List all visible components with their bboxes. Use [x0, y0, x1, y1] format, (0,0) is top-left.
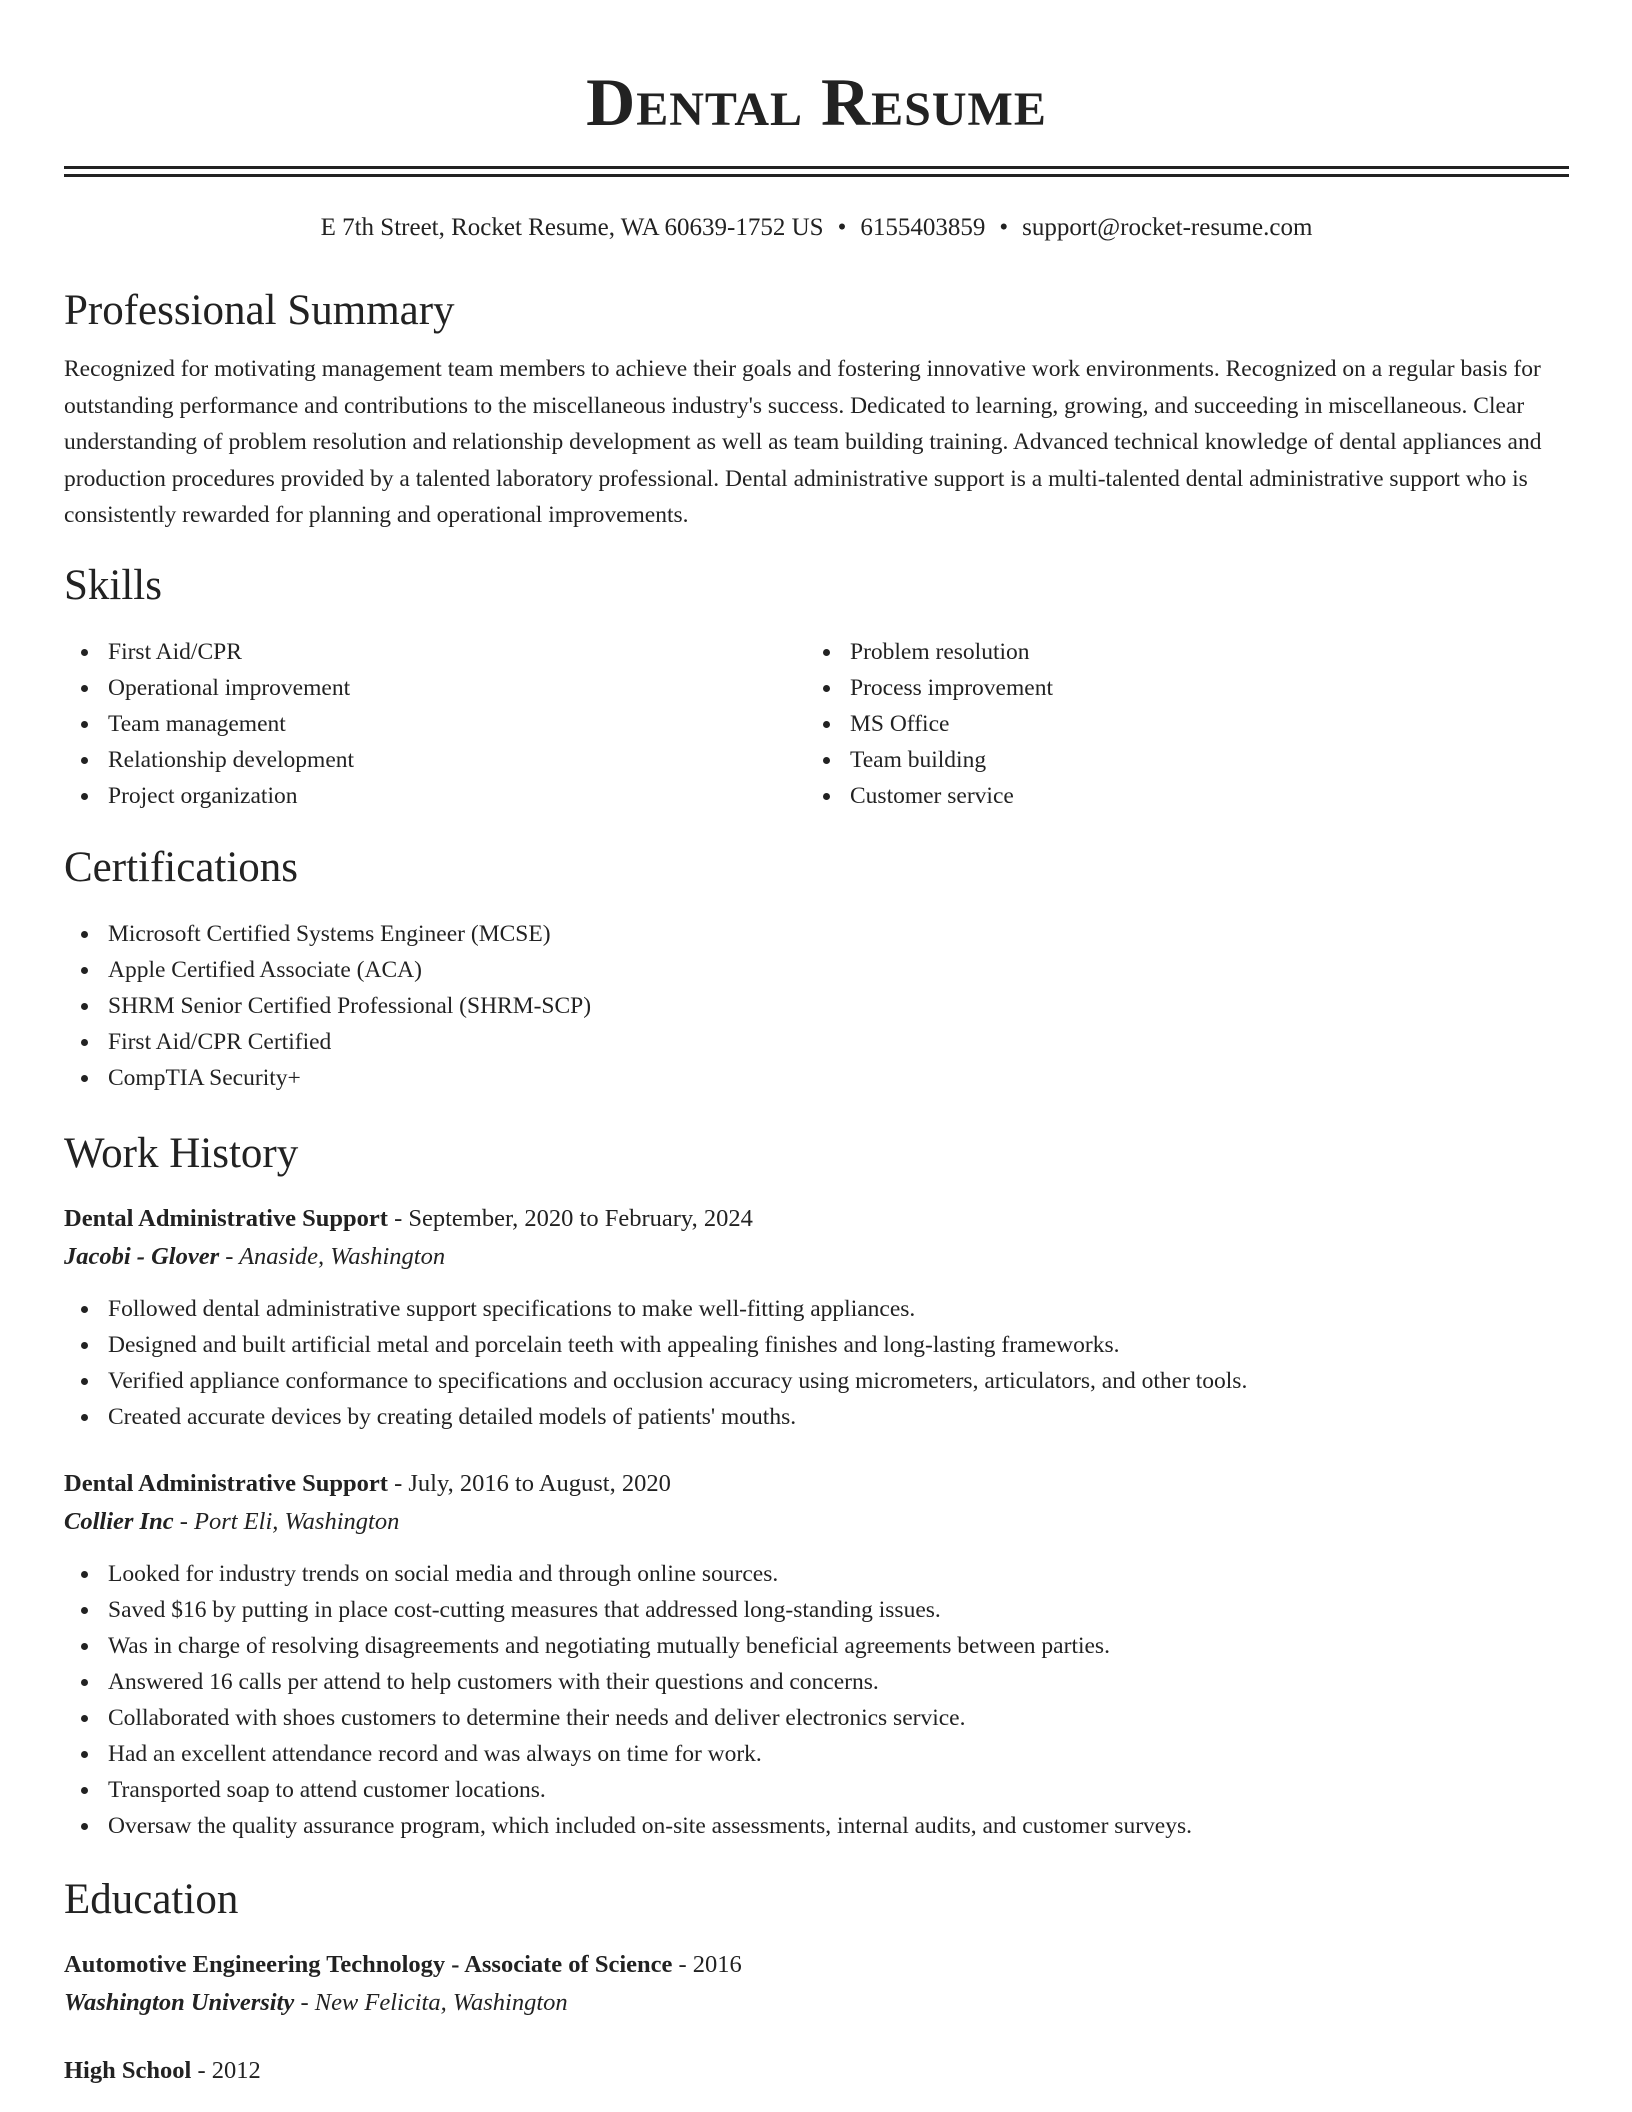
degree-year: - 2016: [672, 1950, 742, 1978]
job-title: Dental Administrative Support: [64, 1469, 388, 1497]
section-heading: Professional Summary: [64, 287, 455, 334]
certifications-list: [64, 916, 1569, 1096]
list-item: Project organization: [64, 778, 806, 814]
job-entry: [64, 1465, 1569, 1844]
skills-list-left: [64, 634, 806, 814]
contact-address: E 7th Street, Rocket Resume, WA 60639-1752 US: [320, 214, 824, 241]
job-company: Jacobi - Glover: [64, 1242, 220, 1270]
degree-line: [64, 2052, 1569, 2090]
school-line: [64, 1984, 1569, 2022]
degree-year: - 2012: [191, 2056, 261, 2084]
professional-summary-section: [64, 285, 1569, 534]
job-duties-list: [64, 1291, 1569, 1435]
summary-text: Recognized for motivating management team members to achieve their goals and fostering innovative work environments. Recognized on a regular basis for outstanding performance and contributions to the miscellaneous industry's success. Dedicated to learning, growing, and succeeding in miscellaneous. Clear understanding of problem resolution and relationship development as well as team building training. Advanced technical knowledge of dental appliances and production procedures provided by a talented laboratory professional. Dental administrative support is a multi-talented dental administrative support who is consistently rewarded for planning and operational improvements.: [64, 356, 1542, 528]
list-item: Oversaw the quality assurance program, which included on-site assessments, internal audits, and customer surveys.: [64, 1808, 1569, 1844]
school-name: Washington University: [64, 1988, 295, 2016]
list-item: Saved $16 by putting in place cost-cutting measures that addressed long-standing issues.: [64, 1592, 1569, 1628]
degree-name: Automotive Engineering Technology - Associate of Science: [64, 1950, 673, 1978]
list-item: Process improvement: [806, 670, 1548, 706]
contact-phone: 6155403859: [860, 214, 986, 241]
education-entry: [64, 2052, 1569, 2090]
job-location: - Port Eli, Washington: [173, 1507, 400, 1535]
list-item: Apple Certified Associate (ACA): [64, 952, 1569, 988]
job-dates: - July, 2016 to August, 2020: [387, 1469, 671, 1497]
job-title-line: [64, 1465, 1569, 1503]
job-title-line: [64, 1200, 1569, 1238]
list-item: Followed dental administrative support specifications to make well-fitting appliances.: [64, 1291, 1569, 1327]
job-location: - Anaside, Washington: [219, 1242, 446, 1270]
list-item: Had an excellent attendance record and was always on time for work.: [64, 1736, 1569, 1772]
resume-header: [64, 60, 1569, 243]
work-history-section: [64, 1128, 1569, 1844]
section-heading: Work History: [64, 1129, 299, 1177]
list-item: Looked for industry trends on social media and through online sources.: [64, 1556, 1569, 1592]
list-item: First Aid/CPR: [64, 634, 806, 670]
list-item: Team building: [806, 742, 1548, 778]
section-heading: Certifications: [64, 843, 299, 891]
list-item: First Aid/CPR Certified: [64, 1024, 1569, 1060]
skills-grid: [64, 634, 1569, 814]
job-title: Dental Administrative Support: [64, 1204, 388, 1232]
page-title: Dental Resume: [586, 64, 1047, 140]
list-item: SHRM Senior Certified Professional (SHRM-SCP): [64, 988, 1569, 1024]
job-duties-list: [64, 1556, 1569, 1844]
list-item: Answered 16 calls per attend to help customers with their questions and concerns.: [64, 1664, 1569, 1700]
list-item: CompTIA Security+: [64, 1060, 1569, 1096]
list-item: Problem resolution: [806, 634, 1548, 670]
job-company-line: [64, 1503, 1569, 1541]
certifications-section: [64, 842, 1569, 1096]
skills-list-right: [806, 634, 1548, 814]
section-heading: Education: [64, 1875, 239, 1923]
list-item: Was in charge of resolving disagreements and negotiating mutually beneficial agreements between parties.: [64, 1628, 1569, 1664]
list-item: Team management: [64, 706, 806, 742]
list-item: Microsoft Certified Systems Engineer (MCSE): [64, 916, 1569, 952]
list-item: Relationship development: [64, 742, 806, 778]
list-item: Collaborated with shoes customers to determine their needs and deliver electronics service.: [64, 1700, 1569, 1736]
list-item: Transported soap to attend customer locations.: [64, 1772, 1569, 1808]
section-heading: Skills: [64, 561, 162, 609]
job-dates: - September, 2020 to February, 2024: [387, 1204, 753, 1232]
resume-page: [64, 0, 1569, 2090]
job-company: Collier Inc: [64, 1507, 174, 1535]
job-entry: [64, 1200, 1569, 1435]
list-item: Customer service: [806, 778, 1548, 814]
job-company-line: [64, 1238, 1569, 1276]
list-item: MS Office: [806, 706, 1548, 742]
school-location: - New Felicita, Washington: [294, 1988, 568, 2016]
contact-line: [64, 213, 1569, 243]
contact-email: support@rocket-resume.com: [1022, 214, 1313, 241]
contact-separator: •: [837, 214, 847, 241]
list-item: Operational improvement: [64, 670, 806, 706]
degree-line: [64, 1946, 1569, 1984]
skills-section: [64, 560, 1569, 814]
education-entry: [64, 1946, 1569, 2022]
list-item: Designed and built artificial metal and porcelain teeth with appealing finishes and long-lasting frameworks.: [64, 1327, 1569, 1363]
education-section: [64, 1874, 1569, 2090]
contact-separator: •: [999, 214, 1009, 241]
list-item: Verified appliance conformance to specifications and occlusion accuracy using micrometers, articulators, and other tools.: [64, 1363, 1569, 1399]
header-divider: [64, 166, 1569, 177]
list-item: Created accurate devices by creating detailed models of patients' mouths.: [64, 1399, 1569, 1435]
degree-name: High School: [64, 2056, 192, 2084]
